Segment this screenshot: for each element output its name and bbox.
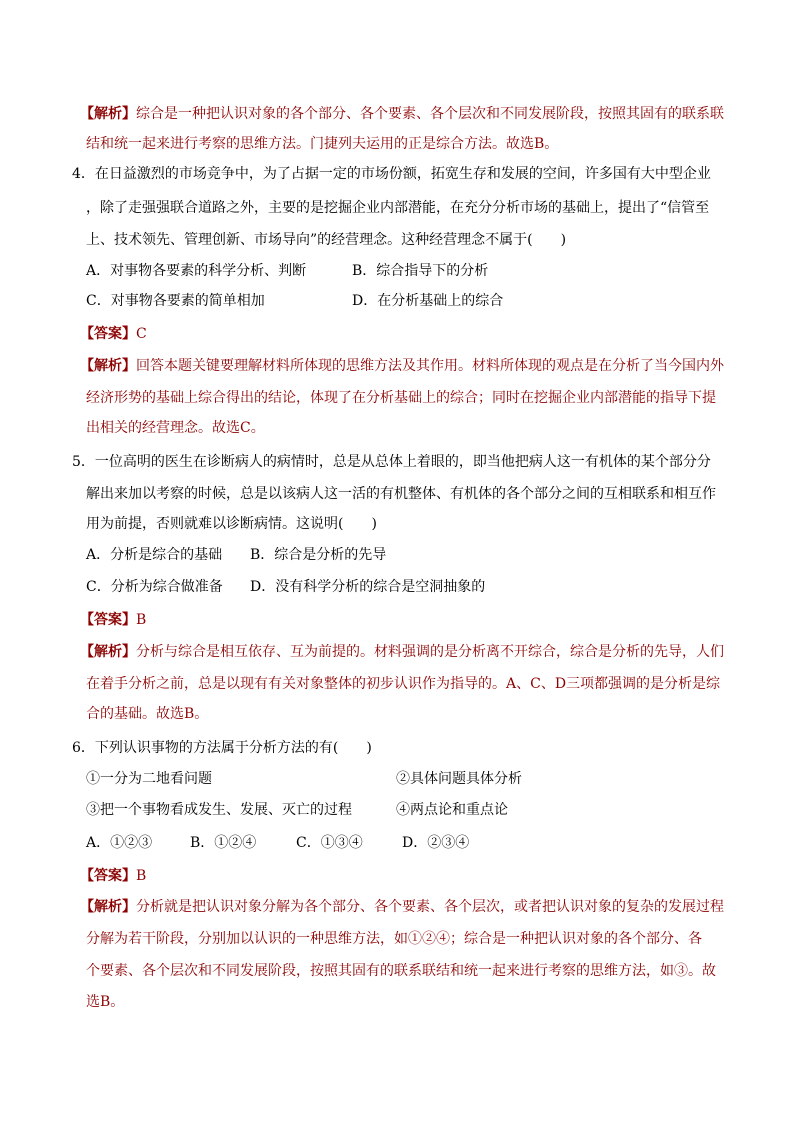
question-4-option-d: D．在分析基础上的综合 [352,293,504,309]
analysis-tag: 【解析】 [80,644,136,660]
question-5-analysis-line-3: 合的基础。故选B。 [86,706,209,722]
question-4-stem-line-3: 上、技术领先、管理创新、市场导向”的经营理念。这种经营理念不属于( ) [86,232,567,248]
question-4-option-b: B．综合指导下的分析 [352,263,489,279]
question-6-item-4: ④两点论和重点论 [396,802,508,818]
question-5-stem-line-1: 5．一位高明的医生在诊断病人的病情时，总是从总体上着眼的，即当他把病人这一有机体的某个部分分 [72,454,711,470]
question-6-analysis-line-3: 个要素、各个层次和不同发展阶段，按照其固有的联系联结和统一起来进行考察的思维方法，如③。故 [86,963,716,979]
question-6-analysis-line-4: 选B。 [86,994,125,1010]
analysis-tag: 【解析】 [80,358,136,374]
question-6-stem: 6．下列认识事物的方法属于分析方法的有( ) [72,740,372,756]
analysis-3-line-1: 【解析】综合是一种把认识对象的各个部分、各个要素、各个层次和不同发展阶段，按照其固有的联系联 [80,106,724,122]
question-6-answer: 【答案】B [80,868,147,884]
answer-tag: 【答案】 [80,868,136,884]
question-6-analysis-line-1: 【解析】分析就是把认识对象分解为各个部分、各个要素、各个层次，或者把认识对象的复杂的发展过程 [80,899,724,915]
question-5-option-b: B．综合是分析的先导 [250,547,387,563]
question-5-answer: 【答案】B [80,612,147,628]
question-4-analysis-line-3: 出相关的经营理念。故选C。 [86,420,265,436]
question-4-option-a: A．对事物各要素的科学分析、判断 [86,263,307,279]
question-6-analysis-line-2: 分解为若干阶段，分别加以认识的一种思维方法，如①②④；综合是一种把认识对象的各个部分、各 [86,931,702,947]
question-4-option-c: C．对事物各要素的简单相加 [86,293,265,309]
question-6-item-3: ③把一个事物看成发生、发展、灭亡的过程 [86,802,352,818]
question-4-stem-line-2: ，除了走强强联合道路之外，主要的是挖掘企业内部潜能，在充分分析市场的基础上，提出了“信管至 [86,200,710,216]
analysis-3-line-2: 结和统一起来进行考察的思维方法。门捷列夫运用的正是综合方法。故选B。 [86,136,559,152]
question-6-option-a: A．①②③ [86,835,153,851]
analysis-tag: 【解析】 [80,899,136,915]
question-4-analysis-line-1: 【解析】回答本题关键要理解材料所体现的思维方法及其作用。材料所体现的观点是在分析了当今国内外 [80,358,724,374]
question-5-analysis-line-2: 在着手分析之前，总是以现有有关对象整体的初步认识作为指导的。A、C、D三项都强调的是分析是综 [86,676,721,692]
question-6-option-d: D．②③④ [402,835,470,851]
answer-tag: 【答案】 [80,612,136,628]
question-6-item-1: ①一分为二地看问题 [86,771,212,787]
question-5-analysis-line-1: 【解析】分析与综合是相互依存、互为前提的。材料强调的是分析离不开综合，综合是分析的先导，人们 [80,644,724,660]
analysis-tag: 【解析】 [80,106,136,122]
question-6-option-b: B．①②④ [190,835,257,851]
question-5-option-c: C．分析为综合做准备 [86,579,223,595]
answer-tag: 【答案】 [80,326,136,342]
question-5-option-a: A．分析是综合的基础 [86,547,223,563]
question-6-option-c: C．①③④ [296,835,363,851]
question-5-stem-line-3: 用为前提，否则就难以诊断病情。这说明( ) [86,516,377,532]
question-4-answer: 【答案】C [80,326,147,342]
question-6-item-2: ②具体问题具体分析 [396,771,522,787]
question-4-analysis-line-2: 经济形势的基础上综合得出的结论，体现了在分析基础上的综合；同时在挖掘企业内部潜能的指导下提 [86,390,716,406]
question-4-stem-line-1: 4．在日益激烈的市场竞争中，为了占据一定的市场份额，拓宽生存和发展的空间，许多国有大中型企业 [72,166,711,182]
question-5-option-d: D．没有科学分析的综合是空洞抽象的 [250,579,486,595]
question-5-stem-line-2: 解出来加以考察的时候，总是以该病人这一活的有机整体、有机体的各个部分之间的互相联系和相互作 [86,486,716,502]
